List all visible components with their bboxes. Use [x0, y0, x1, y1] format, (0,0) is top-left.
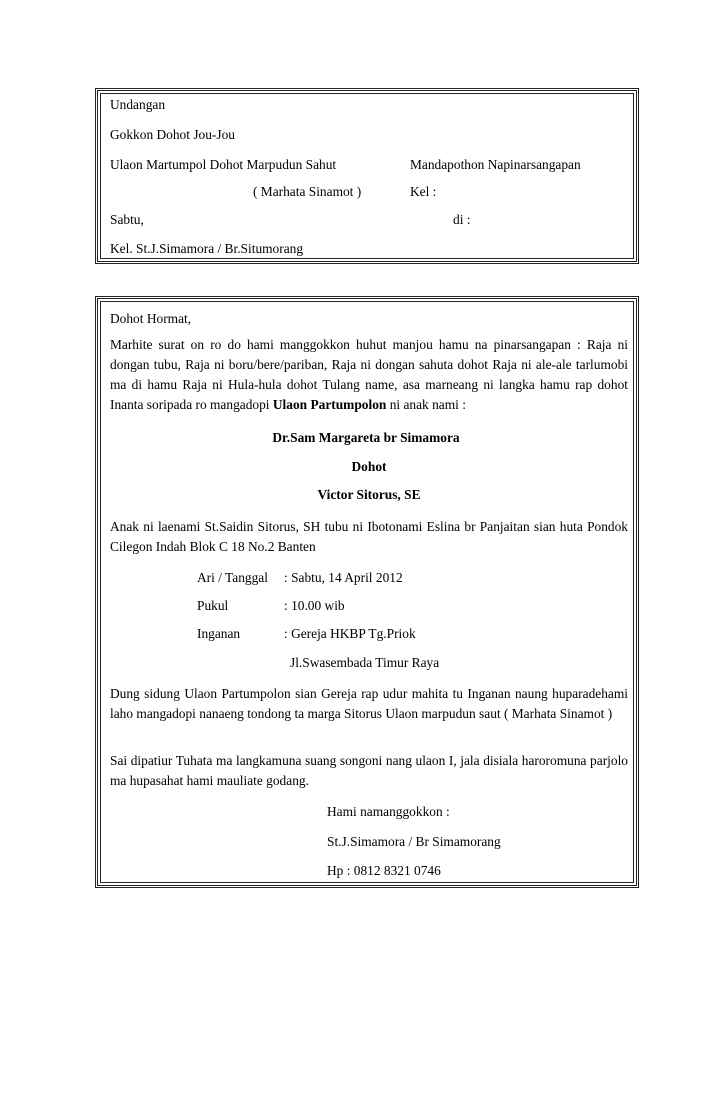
detail-label-date: Ari / Tanggal	[197, 570, 268, 585]
detail-label-time: Pukul	[197, 598, 229, 613]
recipient-di: di :	[453, 212, 471, 227]
detail-value-place: : Gereja HKBP Tg.Priok	[284, 626, 416, 641]
greeting: Dohot Hormat,	[110, 311, 192, 326]
header-box	[97, 90, 637, 262]
signature-name: St.J.Simamora / Br Simamorang	[327, 834, 501, 849]
invitation-subtitle: Gokkon Dohot Jou-Jou	[110, 127, 235, 142]
detail-value-time: : 10.00 wib	[284, 598, 345, 613]
intro-paragraph	[110, 335, 628, 415]
recipient-kel: Kel :	[410, 184, 437, 199]
intro-end: ni anak nami :	[386, 397, 466, 412]
intro-bold: Ulaon Partumpolon	[272, 397, 387, 412]
detail-label-place: Inganan	[197, 626, 241, 641]
event-name: Ulaon Martumpol Dohot Marpudun Sahut	[110, 157, 337, 172]
place-address: Jl.Swasembada Timur Raya	[290, 655, 440, 670]
groom-name: Victor Sitorus, SE	[317, 487, 421, 502]
event-day: Sabtu,	[110, 212, 144, 227]
blessing-paragraph: Sai dipatiur Tuhata ma langkamuna suang songoni nang ulaon I, jala disiala haroromuna parjolo ma hupasahat hami mauliate godang.	[110, 753, 628, 788]
bride-name: Dr.Sam Margareta br Simamora	[272, 430, 460, 445]
invitation-title: Undangan	[110, 97, 166, 112]
parents-paragraph: Anak ni laenami St.Saidin Sitorus, SH tubu ni Ibotonami Eslina br Panjaitan sian huta Pondok Cilegon Indah Blok C 18 No.2 Banten	[110, 519, 628, 554]
detail-value-date: : Sabtu, 14 April 2012	[284, 570, 403, 585]
signature-phone: Hp : 0812 8321 0746	[327, 863, 441, 878]
signature-intro: Hami namanggokkon :	[327, 804, 450, 819]
recipient-title: Mandapothon Napinarsangapan	[410, 157, 581, 172]
intro-text: Marhite surat on ro do hami manggokkon huhut manjou hamu na pinarsangapan : Raja ni dongan tubu, Raja ni boru/bere/pariban, Raja ni dongan sahuta dohot Raja ni ale-ale tarlumobi ma di hamu Raja ni Hula-hula dohot Tulang name, asa marneang ni langka hamu rap dohot Inanta soripada ro mangadopi	[110, 337, 628, 412]
event-note: ( Marhata Sinamot )	[253, 184, 362, 199]
closing-paragraph: Dung sidung Ulaon Partumpolon sian Gereja rap udur mahita tu Inganan naung huparadehami laho mangadopi nanaeng tondong ta marga Sitorus Ulaon marpudun saut ( Marhata Sinamot )	[110, 686, 628, 721]
conjunction: Dohot	[351, 459, 387, 474]
family-name: Kel. St.J.Simamora / Br.Situmorang	[110, 241, 304, 256]
